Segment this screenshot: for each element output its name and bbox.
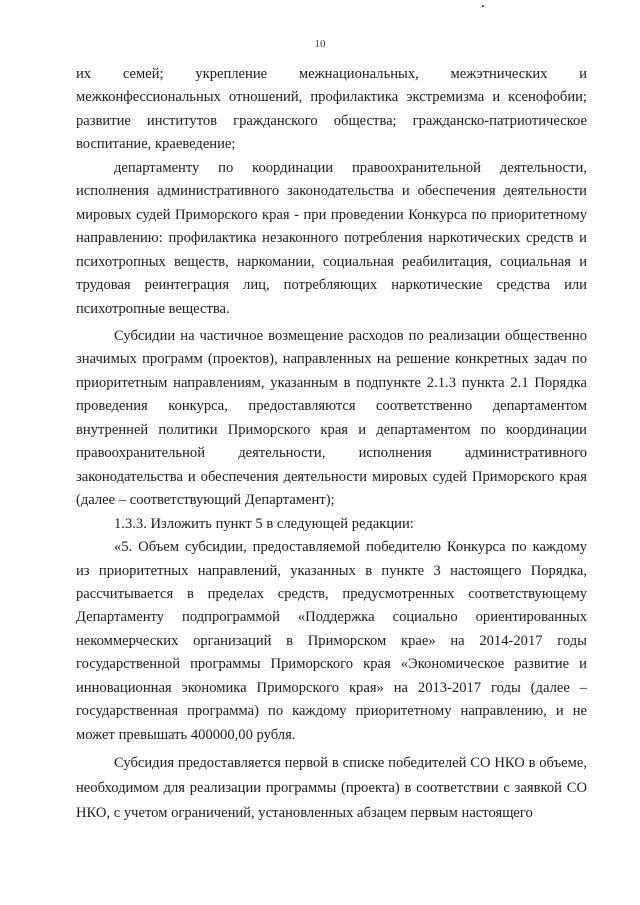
paragraph-5: «5. Объем субсидии, предоставляемой победителю Конкурса по каждому из приоритетных направлений, указанных в пункте 3 настоящего Порядка, рассчитывается в пределах средств, предусмотренных соответствующему Департаменту подпрограммой «Поддержка социально ориентированных некоммерческих организаций в Приморском крае» на 2014-2017 годы государственной программы Приморского края «Экономическое развитие и инновационная экономика Приморского края» на 2013-2017 годы (далее – государственная программа) по каждому приоритетному направлению, и не может превышать 400000,00 рубля. bbox=[76, 539, 587, 743]
paragraph-3: Субсидии на частичное возмещение расходов по реализации общественно значимых программ (проектов), направленных на решение конкретных задач по приоритетным направлениям, указанным в подпункте 2.1.3 пункта 2.1 Порядка проведения конкурса, предоставляются соответственно департаментом внутренней политики Приморского края и департаментом по координации правоохранительной деятельности, исполнения административного законодательства и обеспечения деятельности мировых судей Приморского края (далее – соответствующий Департамент); bbox=[76, 327, 587, 509]
scan-speck bbox=[482, 5, 484, 7]
paragraph-4: 1.3.3. Изложить пункт 5 в следующей редакции: bbox=[114, 515, 414, 532]
paragraph-6: Субсидия предоставляется первой в списке победителей СО НКО в объеме, необходимом для реализации программы (проекта) в соответствии с заявкой СО НКО, с учетом ограничений, установленных абзацем первым настоящего bbox=[76, 755, 587, 822]
page-number: 10 bbox=[314, 38, 326, 50]
paragraph-2: департаменту по координации правоохранительной деятельности, исполнения административного законодательства и обеспечения деятельности мировых судей Приморского края - при проведении Конкурса по приоритетному направлению: профилактика незаконного потребления наркотических средств и психотропных веществ, наркомании, социальная реабилитация, социальная и трудовая реинтеграция лиц, потребляющих наркотические средства или психотропные вещества. bbox=[76, 159, 587, 317]
paragraph-1: их семей; укрепление межнациональных, межэтнических и межконфессиональных отношений, профилактика экстремизма и ксенофобии; развитие институтов гражданского общества; гражданско-патриотическое воспитание, краеведение; bbox=[76, 66, 587, 153]
body-text bbox=[76, 63, 587, 826]
